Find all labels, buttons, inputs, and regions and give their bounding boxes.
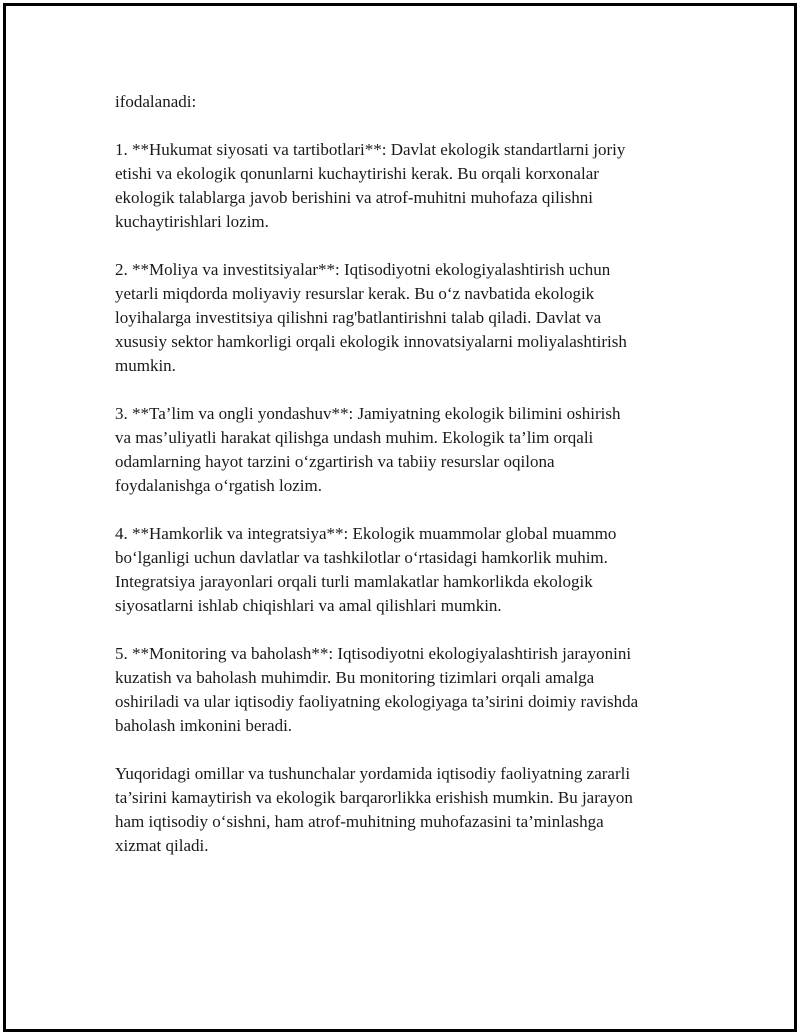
paragraph-intro: ifodalanadi: — [115, 92, 197, 111]
paragraph-item-2: 2. **Moliya va investitsiyalar**: Iqtisodiyotni ekologiyalashtirish uchun yetarli miqdorda moliyaviy resurslar kerak. Bu o‘z navbatida ekologik loyihalarga investitsiya qilishni rag'batlantirishni talab qiladi. Davlat va xususiy sektor hamkorligi orqali ekologik innovatsiyalarni moliyalashtirish mumkin. — [115, 260, 627, 375]
paragraph-item-5: 5. **Monitoring va baholash**: Iqtisodiyotni ekologiyalashtirish jarayonini kuzatish va baholash muhimdir. Bu monitoring tizimlari orqali amalga oshiriladi va ular iqtisodiy faoliyatning ekologiyaga ta’sirini doimiy ravishda baholash imkonini beradi. — [115, 644, 639, 735]
paragraph-conclusion: Yuqoridagi omillar va tushunchalar yordamida iqtisodiy faoliyatning zararli ta’sirini kamaytirish va ekologik barqarorlikka erishish mumkin. Bu jarayon ham iqtisodiy o‘sishni, ham atrof-muhitning muhofazasini ta’minlashga xizmat qiladi. — [115, 764, 633, 855]
paragraph-item-4: 4. **Hamkorlik va integratsiya**: Ekologik muammolar global muammo bo‘lganligi uchun davlatlar va tashkilotlar o‘rtasidagi hamkorlik muhim. Integratsiya jarayonlari orqali turli mamlakatlar hamkorlikda ekologik siyosatlarni ishlab chiqishlari va amal qilishlari mumkin. — [115, 524, 617, 615]
document-body — [115, 90, 695, 882]
paragraph-item-3: 3. **Ta’lim va ongli yondashuv**: Jamiyatning ekologik bilimini oshirish va mas’uliyatli harakat qilishga undash muhim. Ekologik ta’lim orqali odamlarning hayot tarzini o‘zgartirish va tabiiy resurslar oqilona foydalanishga o‘rgatish lozim. — [115, 404, 621, 495]
paragraph-item-1: 1. **Hukumat siyosati va tartibotlari**: Davlat ekologik standartlarni joriy etishi va ekologik qonunlarni kuchaytirishi kerak. Bu orqali korxonalar ekologik talablarga javob berishini va atrof-muhitni muhofaza qilishni kuchaytirishlari lozim. — [115, 140, 626, 231]
